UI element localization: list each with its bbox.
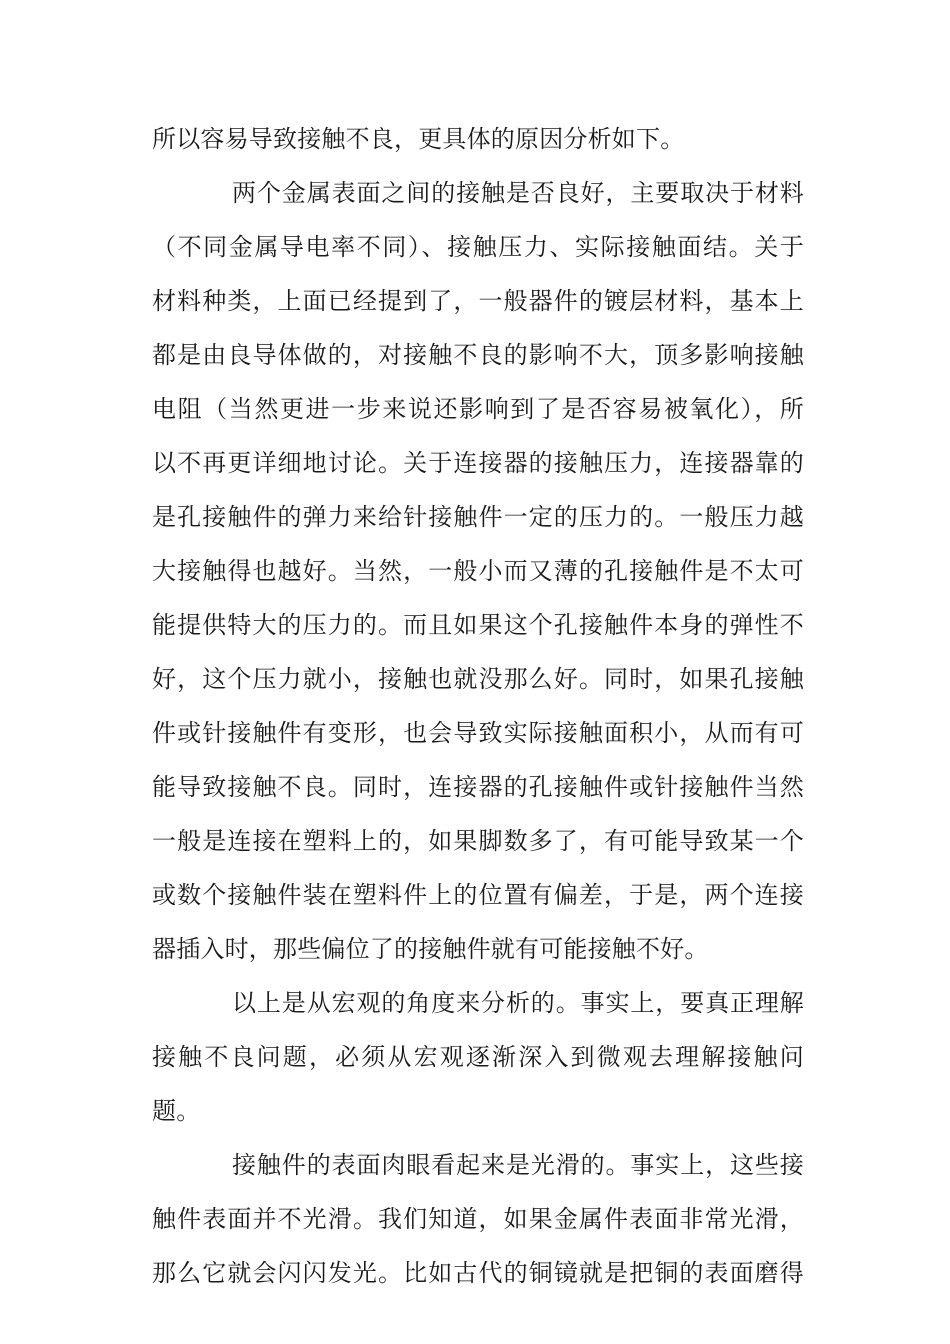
text-line: 都是由良导体做的，对接触不良的影响不大，顶多影响接触	[152, 341, 804, 369]
text-line: 材料种类，上面已经提到了，一般器件的镀层材料，基本上	[152, 287, 804, 315]
text-line: 能提供特大的压力的。而且如果这个孔接触件本身的弹性不	[152, 611, 804, 639]
paragraph-3	[152, 976, 804, 1138]
text-line: 一般是连接在塑料上的，如果脚数多了，有可能导致某一个	[152, 827, 804, 855]
paragraph-1	[152, 112, 804, 166]
text-line: 接触件的表面肉眼看起来是光滑的。事实上，这些接	[232, 1151, 804, 1179]
text-line: 是孔接触件的弹力来给针接触件一定的压力的。一般压力越	[152, 503, 804, 531]
text-line: 大接触得也越好。当然，一般小而又薄的孔接触件是不太可	[152, 557, 804, 585]
text-line: 件或针接触件有变形，也会导致实际接触面积小，从而有可	[152, 719, 804, 747]
text-line: 能导致接触不良。同时，连接器的孔接触件或针接触件当然	[152, 773, 804, 801]
text-line: 触件表面并不光滑。我们知道，如果金属件表面非常光滑，	[152, 1205, 804, 1233]
text-line: （不同金属导电率不同）、接触压力、实际接触面结。关于	[152, 233, 804, 261]
document-page	[152, 112, 804, 1300]
paragraph-2	[152, 166, 804, 976]
text-line: 以上是从宏观的角度来分析的。事实上，要真正理解	[232, 989, 804, 1017]
text-line: 电阻（当然更进一步来说还影响到了是否容易被氧化），所	[152, 395, 804, 423]
text-line: 好，这个压力就小，接触也就没那么好。同时，如果孔接触	[152, 665, 804, 693]
text-line: 所以容易导致接触不良，更具体的原因分析如下。	[152, 125, 685, 153]
text-line: 以不再更详细地讨论。关于连接器的接触压力，连接器靠的	[152, 449, 804, 477]
text-line: 器插入时，那些偏位了的接触件就有可能接触不好。	[152, 935, 709, 963]
text-line: 那么它就会闪闪发光。比如古代的铜镜就是把铜的表面磨得	[152, 1259, 804, 1287]
text-line: 题。	[152, 1097, 201, 1125]
text-line: 两个金属表面之间的接触是否良好，主要取决于材料	[232, 179, 804, 207]
text-line: 接触不良问题，必须从宏观逐渐深入到微观去理解接触问	[152, 1043, 804, 1071]
text-line: 或数个接触件装在塑料件上的位置有偏差，于是，两个连接	[152, 881, 804, 909]
paragraph-4	[152, 1138, 804, 1300]
